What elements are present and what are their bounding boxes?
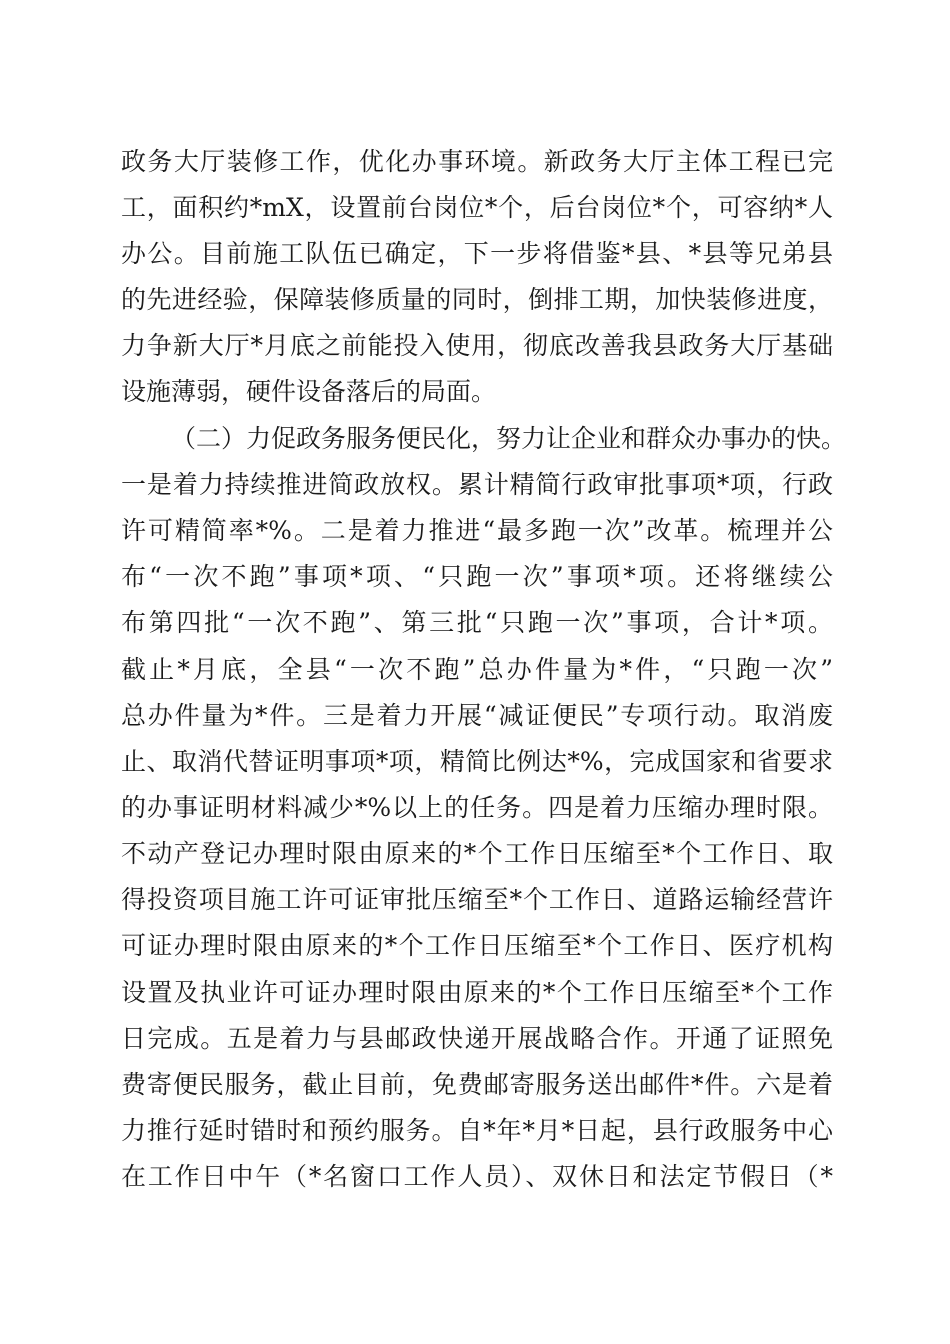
text-line: 许可精简率*%。二是着力推进“最多跑一次”改革。梳理并公	[121, 516, 833, 545]
text-line: 可证办理时限由原来的*个工作日压缩至*个工作日、医疗机构	[121, 931, 833, 960]
text-line: 总办件量为*件。三是着力开展“减证便民”专项行动。取消废	[121, 701, 833, 730]
text-line: 力推行延时错时和预约服务。自*年*月*日起，县行政服务中心	[121, 1116, 833, 1145]
text-line: 设施薄弱，硬件设备落后的局面。	[121, 377, 497, 406]
text-line: 费寄便民服务，截止目前，免费邮寄服务送出邮件*件。六是着	[121, 1070, 833, 1099]
text-line: 工，面积约*mX，设置前台岗位*个，后台岗位*个，可容纳*人	[121, 193, 833, 222]
text-line: 的办事证明材料减少*%以上的任务。四是着力压缩办理时限。	[121, 793, 833, 822]
text-line: 在工作日中午（*名窗口工作人员）、双休日和法定节假日（*	[121, 1162, 833, 1191]
text-line: 的先进经验，保障装修质量的同时，倒排工期，加快装修进度，	[121, 285, 833, 314]
text-line: 力争新大厅*月底之前能投入使用，彻底改善我县政务大厅基础	[121, 331, 833, 360]
section-heading: （二）力促政务服务便民化，努力让企业和群众办事办的快。	[171, 424, 847, 453]
text-line: 不动产登记办理时限由原来的*个工作日压缩至*个工作日、取	[121, 839, 833, 868]
text-line: 布第四批“一次不跑”、第三批“只跑一次”事项，合计*项。	[121, 608, 833, 637]
text-line: 一是着力持续推进简政放权。累计精简行政审批事项*项，行政	[121, 470, 833, 499]
text-line: 截止*月底，全县“一次不跑”总办件量为*件，“只跑一次”	[121, 655, 833, 684]
text-line: 得投资项目施工许可证审批压缩至*个工作日、道路运输经营许	[121, 885, 833, 914]
text-line: 设置及执业许可证办理时限由原来的*个工作日压缩至*个工作	[121, 978, 833, 1007]
text-line: 政务大厅装修工作，优化办事环境。新政务大厅主体工程已完	[121, 147, 833, 176]
text-line: 布“一次不跑”事项*项、“只跑一次”事项*项。还将继续公	[121, 562, 833, 591]
text-line: 日完成。五是着力与县邮政快递开展战略合作。开通了证照免	[121, 1024, 833, 1053]
text-line: 办公。目前施工队伍已确定，下一步将借鉴*县、*县等兄弟县	[121, 239, 833, 268]
text-line: 止、取消代替证明事项*项，精简比例达*%，完成国家和省要求	[121, 747, 833, 776]
